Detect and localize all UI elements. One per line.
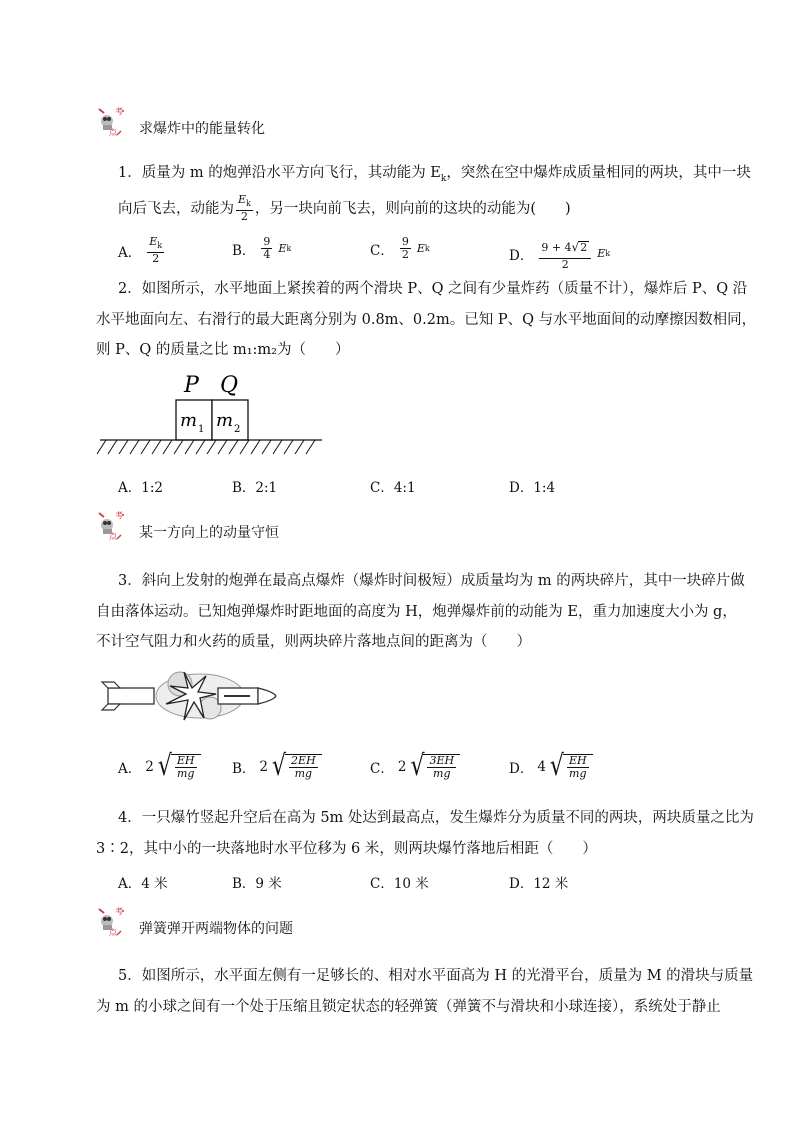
- q1-option-b[interactable]: B． $\frac{9}{4}$ E k: [232, 235, 292, 261]
- q2-option-c[interactable]: C．4:1: [370, 480, 416, 496]
- q2-figure-blocks: [96, 368, 326, 463]
- q3-option-a[interactable]: A． 2 √ $\frac{EH}{mg}$: [118, 754, 201, 780]
- q2-option-b[interactable]: B．2:1: [232, 480, 278, 496]
- svg-text:2: 2: [234, 424, 241, 435]
- q1-line2: 向后飞去，动能为 $\frac{E_k}{2}$ ，另一块向前飞去，则向前的这块的动能为( ): [118, 193, 571, 224]
- section-title: 弹簧弹开两端物体的问题: [139, 921, 293, 937]
- ground-hatch-line: [185, 440, 194, 454]
- ground-hatch-line: [174, 440, 183, 454]
- q4-line1: 4．一只爆竹竖起升空后在高为 5m 处达到最高点，发生爆炸分为质量不同的两块，两块质量之比为: [118, 810, 754, 826]
- q3-option-d[interactable]: D． 4 √ $\frac{EH}{mg}$: [509, 754, 593, 780]
- svg-text:m: m: [216, 410, 234, 431]
- ground-hatch-line: [306, 440, 315, 454]
- q1-option-a[interactable]: A． $\frac{E_k}{2}$: [118, 235, 163, 266]
- q4-option-b[interactable]: B．9 米: [232, 876, 282, 892]
- ground-hatch-line: [240, 440, 249, 454]
- ground-hatch-line: [152, 440, 161, 454]
- label-q: Q: [220, 373, 239, 398]
- ground-hatch-line: [273, 440, 282, 454]
- q2-option-a[interactable]: A．1:2: [118, 480, 163, 496]
- svg-text:m: m: [180, 410, 198, 431]
- q5-line2: 为 m 的小球之间有一个处于压缩且锁定状态的轻弹簧（弹簧不与滑块和小球连接），系统处于静止: [96, 999, 721, 1015]
- ground-hatch-line: [218, 440, 227, 454]
- svg-text:1: 1: [198, 424, 205, 435]
- section-header-momentum: 考 点: [95, 509, 129, 547]
- ground-hatch-line: [251, 440, 260, 454]
- section-header-spring: 考 点: [95, 905, 129, 943]
- ground-hatch-line: [262, 440, 271, 454]
- section-header-energy: 考 点: [95, 105, 129, 143]
- q2-line2: 水平地面向左、右滑行的最大距离分别为 0.8m、0.2m。已知 P、Q 与水平地面间的动摩擦因数相同，: [96, 312, 757, 328]
- ground-hatch-line: [130, 440, 139, 454]
- q3-line3: 不计空气阻力和火药的质量，则两块碎片落地点间的距离为（ ）: [96, 634, 531, 650]
- q5-line1: 5．如图所示，水平面左侧有一足够长的、相对水平面高为 H 的光滑平台，质量为 M 的滑块与质量: [118, 968, 754, 984]
- ground-hatch-line: [119, 440, 128, 454]
- q2-line1: 2．如图所示，水平地面上紧挨着的两个滑块 P、Q 之间有少量炸药（质量不计），爆炸后 P、Q 沿: [118, 281, 748, 297]
- q4-option-a[interactable]: A．4 米: [118, 876, 168, 892]
- ground-hatch-line: [284, 440, 293, 454]
- q1-option-c[interactable]: C． $\frac{9}{2}$ E k: [370, 235, 430, 261]
- label-p: P: [184, 373, 199, 398]
- ground-hatch-line: [97, 440, 106, 454]
- exploding-shell-icon: [100, 664, 280, 728]
- q4-option-c[interactable]: C．10 米: [370, 876, 429, 892]
- q3-option-b[interactable]: B． 2 √ $\frac{2EH}{mg}$: [232, 754, 322, 780]
- section-title: 某一方向上的动量守恒: [139, 525, 279, 541]
- ground-hatch-line: [163, 440, 172, 454]
- ground-hatch-line: [108, 440, 117, 454]
- q3-option-c[interactable]: C． 2 √ $\frac{3EH}{mg}$: [370, 754, 460, 780]
- ground-hatch-line: [207, 440, 216, 454]
- ground-hatch-line: [229, 440, 238, 454]
- q2-line3: 则 P、Q 的质量之比 m₁:m₂为（ ）: [96, 342, 350, 358]
- section-title: 求爆炸中的能量转化: [139, 121, 265, 137]
- ground-hatch-line: [141, 440, 150, 454]
- ground-hatch-line: [196, 440, 205, 454]
- q4-line2: 3∶2，其中小的一块落地时水平位移为 6 米，则两块爆竹落地后相距（ ）: [96, 841, 597, 857]
- q4-option-d[interactable]: D．12 米: [509, 876, 569, 892]
- q1-option-d[interactable]: D． 9 + 4 √ 2 2 E k: [509, 236, 610, 271]
- q1-line1: 1．质量为 m 的炮弹沿水平方向飞行，其动能为 $E_k$，突然在空中爆炸成质量相同的两块，其中一块: [118, 165, 751, 184]
- ground-hatch-line: [295, 440, 304, 454]
- q3-line2: 自由落体运动。已知炮弹爆炸时距地面的高度为 H，炮弹爆炸前的动能为 E，重力加速度大小为 g，: [96, 604, 737, 620]
- q3-line1: 3．斜向上发射的炮弹在最高点爆炸（爆炸时间极短）成质量均为 m 的两块碎片，其中一块碎片做: [118, 573, 745, 589]
- q2-option-d[interactable]: D．1:4: [509, 480, 556, 496]
